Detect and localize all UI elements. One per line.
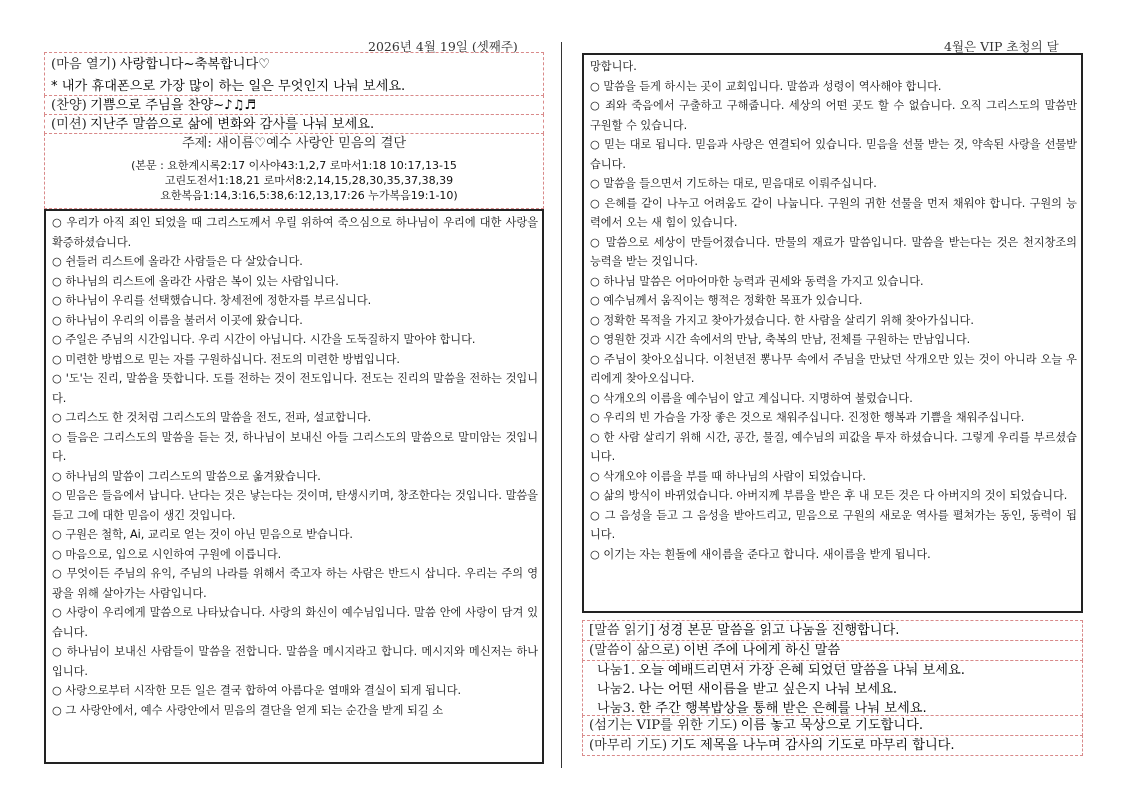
list-item: ○ 말씀을 듣게 하시는 곳이 교회입니다. 말씀과 성령이 역사해야 합니다. [590,77,1077,97]
life-word-tag: (말씀이 삶으로) [589,643,680,658]
month-theme-header: 4월은 VIP 초청의 달 [944,39,1059,54]
opening-question: * 내가 휴대폰으로 가장 많이 하는 일은 무엇인지 나눠 보세요. [51,79,406,94]
list-item: ○ 마음으로, 입으로 시인하여 구원에 이릅니다. [52,545,538,565]
praise-section [44,95,544,115]
list-item: ○ 우리의 빈 가슴을 가장 좋은 것으로 채워주십니다. 진정한 행복과 기쁨을 채워주십니다. [590,408,1077,428]
list-item: ○ 삭개오야 이름을 부를 때 하나님의 사람이 되었습니다. [590,467,1077,487]
list-item: ○ 말씀을 들으면서 기도하는 대로, 믿음대로 이뤄주십니다. [590,174,1077,194]
list-item: ○ 사랑이 우리에게 말씀으로 나타났습니다. 사랑의 화신이 예수님입니다. 말씀 안에 사랑이 담겨 있습니다. [52,603,538,642]
list-item: ○ 주님이 찾아오십니다. 이천년전 뽕나무 속에서 주님을 만났던 삭개오만 있는 것이 아니라 오늘 우리에게 찾아오십니다. [590,350,1077,389]
praise-text: 기쁨으로 주님을 찬양~♪♫♬ [90,98,257,113]
scripture-line-1: (본문 : 요한계시록2:17 이사야43:1,2,7 로마서1:18 10:17,13-15 [131,159,457,172]
opening-section [44,52,544,96]
sharing-2-text: 나는 어떤 새이름을 받고 싶은지 나눠 보세요. [638,682,898,697]
sharing-3-text: 한 주간 행복밥상을 통해 받은 은혜를 나눠 보세요. [638,701,927,716]
mission-section [44,114,544,134]
list-item: ○ '도'는 진리, 말씀을 뜻합니다. 도를 전하는 것이 전도입니다. 전도는 진리의 말씀을 전하는 것입니다. [52,369,538,408]
list-item: ○ 쉰들러 리스트에 올라간 사람들은 다 살았습니다. [52,252,538,272]
list-item: ○ 사랑으로부터 시작한 모든 일은 결국 합하여 아름다운 열매와 결실이 되게 됩니다. [52,681,538,701]
list-item: ○ 죄와 죽음에서 구출하고 구해줍니다. 세상의 어떤 곳도 할 수 없습니다. 오직 그리스도의 말씀만 구원할 수 있습니다. [590,96,1077,135]
list-item: ○ 정확한 목적을 가지고 찾아가셨습니다. 한 사람을 살리기 위해 찾아가십니다. [590,311,1077,331]
list-item: ○ 예수님께서 움직이는 행적은 정확한 목표가 있습니다. [590,291,1077,311]
closing-prayer-section [582,735,1083,756]
list-item: ○ 믿음은 들음에서 납니다. 난다는 것은 낳는다는 것이며, 탄생시키며, 창조한다는 것입니다. 말씀을 듣고 그에 대한 믿음이 생긴 것입니다. [52,486,538,525]
list-item: ○ 그리스도 한 것처럼 그리스도의 말씀을 전도, 전파, 설교합니다. [52,408,538,428]
list-item: ○ 삶의 방식이 바뀌었습니다. 아버지께 부름을 받은 후 내 모든 것은 다 아버지의 것이 되었습니다. [590,486,1077,506]
life-word-section [582,640,1083,661]
column-divider [561,42,562,768]
list-item: ○ 삭개오의 이름을 예수님이 알고 계십니다. 지명하여 불렀습니다. [590,389,1077,409]
list-item: ○ 들음은 그리스도의 말씀을 듣는 것, 하나님이 보내신 아들 그리스도의 말씀으로 말미암는 것입니다. [52,428,538,467]
mission-tag: (미션) [51,117,87,132]
sharing-1-text: 오늘 예배드리면서 가장 은혜 되었던 말씀을 나눠 보세요. [638,663,965,678]
list-item: ○ 하나님이 우리의 이름을 불러서 이곳에 왔습니다. [52,311,538,331]
sermon-notes-right [582,53,1083,613]
list-item: ○ 하나님이 우리를 선택했습니다. 창세전에 정한자를 부르십니다. [52,291,538,311]
list-item: ○ 구원은 철학, Ai, 교리로 얻는 것이 아닌 믿음으로 받습니다. [52,525,538,545]
list-item: ○ 이기는 자는 흰돌에 새이름을 준다고 합니다. 새이름을 받게 됩니다. [590,545,1077,565]
list-item: ○ 말씀으로 세상이 만들어졌습니다. 만물의 재료가 말씀입니다. 말씀을 받는다는 것은 천지창조의 능력을 받는 것입니다. [590,233,1077,272]
opening-tag: (마음 열기) [51,57,117,72]
list-item: ○ 한 사람 살리기 위해 시간, 공간, 물질, 예수님의 피값을 투자 하셨습니다. 그렇게 우리를 부르셨습니다. [590,428,1077,467]
list-item: ○ 주일은 주님의 시간입니다. 우리 시간이 아닙니다. 시간을 도둑질하지 말아야 합니다. [52,330,538,350]
list-item: ○ 하나님의 리스트에 올라간 사람은 복이 있는 사람입니다. [52,272,538,292]
topic-section [44,133,544,209]
vip-prayer-text: 이름 놓고 묵상으로 기도합니다. [740,718,924,733]
sharing-1-tag: 나눔1. [597,663,636,678]
mission-text: 지난주 말씀으로 삶에 변화와 감사를 나눠 보세요. [90,117,375,132]
list-item: ○ 은혜를 같이 나누고 어려움도 같이 나눕니다. 구원의 귀한 선물을 먼저 채워야 합니다. 구원의 능력에서 오는 새 힘이 있습니다. [590,194,1077,233]
word-reading-tag: [말씀 읽기] [589,623,655,638]
sharing-3-tag: 나눔3. [597,701,636,716]
closing-prayer-text: 기도 제목을 나누며 감사의 기도로 마무리 합니다. [670,738,955,753]
list-item: ○ 무엇이든 주님의 유익, 주님의 나라를 위해서 죽고자 하는 사람은 반드시 삽니다. 우리는 주의 영광을 위해 살아가는 사람입니다. [52,564,538,603]
list-item: ○ 영원한 것과 시간 속에서의 만남, 축복의 만남, 전체를 구원하는 만남입니다. [590,330,1077,350]
list-item: ○ 하나님이 보내신 사람들이 말씀을 전합니다. 말씀을 메시지라고 합니다. 메시지와 메신저는 하나입니다. [52,642,538,681]
vip-prayer-tag: (섬기는 VIP를 위한 기도) [589,718,738,733]
continued-text: 망합니다. [590,60,637,73]
vip-prayer-section [582,715,1083,736]
list-item: ○ 그 음성을 듣고 그 음성을 받아드리고, 믿음으로 구원의 새로운 역사를 펼쳐가는 동인, 동력이 됩니다. [590,506,1077,545]
word-reading-text: 성경 본문 말씀을 읽고 나눔을 진행합니다. [657,623,900,638]
word-reading-section [582,620,1083,641]
sharing-2-tag: 나눔2. [597,682,636,697]
list-item: ○ 믿는 대로 됩니다. 믿음과 사랑은 연결되어 있습니다. 믿음을 선물 받는 것, 약속된 사랑을 선물받습니다. [590,135,1077,174]
date-header: 2026년 4월 19일 (셋째주) [368,39,518,54]
list-item: ○ 미련한 방법으로 믿는 자를 구원하십니다. 전도의 미련한 방법입니다. [52,350,538,370]
praise-tag: (찬양) [51,98,87,113]
scripture-line-3: 요한복음1:14,3:16,5:38,6:12,13,17:26 누가복음19:1-10) [160,189,458,202]
topic-title: 주제: 새이름♡예수 사랑안 믿음의 결단 [181,136,407,151]
list-item: ○ 우리가 아직 죄인 되었을 때 그리스도께서 우릴 위하여 죽으심으로 하나님이 우리에 대한 사랑을 확증하셨습니다. [52,213,538,252]
sermon-notes-left [44,209,544,764]
scripture-line-2: 고린도전서1:18,21 로마서8:2,14,15,28,30,35,37,38,39 [164,174,454,187]
list-item: ○ 그 사랑안에서, 예수 사랑안에서 믿음의 결단을 얻게 되는 순간을 받게 되길 소 [52,701,538,721]
life-word-text: 이번 주에 나에게 하신 말씀 [683,643,841,658]
sharing-questions [582,660,1083,716]
opening-text: 사랑합니다~축복합니다♡ [119,57,271,72]
list-item: ○ 하나님 말씀은 어마어마한 능력과 권세와 동력을 가지고 있습니다. [590,272,1077,292]
list-item: ○ 하나님의 말씀이 그리스도의 말씀으로 옮겨왔습니다. [52,467,538,487]
closing-prayer-tag: (마무리 기도) [589,738,668,753]
